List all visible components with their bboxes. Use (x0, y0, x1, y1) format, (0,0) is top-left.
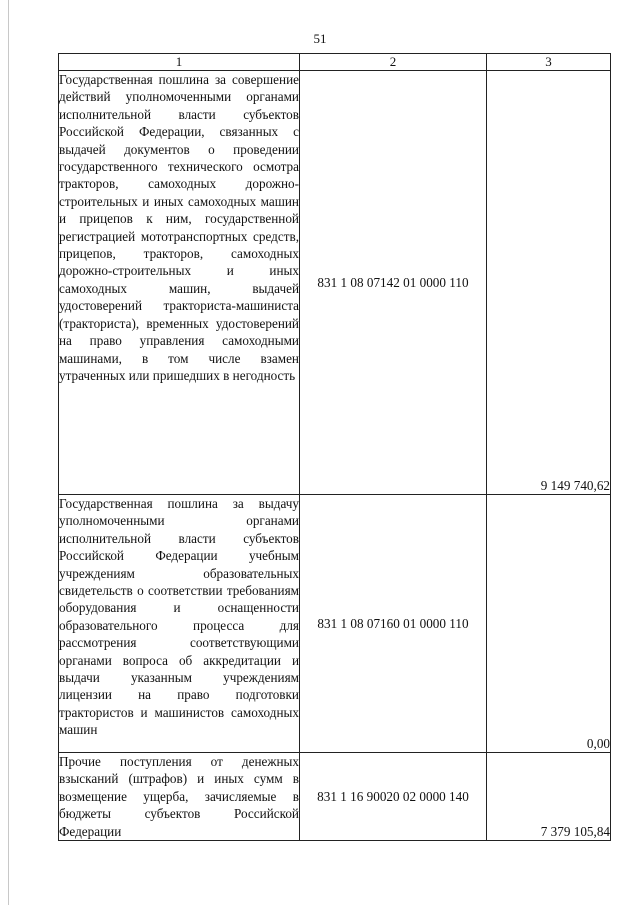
revenue-amount: 7 379 105,84 (487, 753, 611, 841)
column-number-2: 2 (300, 54, 487, 71)
column-number-row (59, 54, 611, 71)
column-number-3: 3 (487, 54, 611, 71)
budget-classification-code: 831 1 16 90020 02 0000 140 (300, 753, 487, 841)
revenue-table (58, 53, 611, 841)
table-row (59, 753, 611, 841)
revenue-amount: 9 149 740,62 (487, 71, 611, 495)
revenue-description: Прочие поступления от денежных взысканий (штрафов) и иных сумм в возмещение ущерба, зачисляемые в бюджеты субъектов Российской Федерации (59, 754, 299, 839)
page-margin-line (8, 0, 9, 905)
table-row (59, 495, 611, 753)
page-number: 51 (313, 31, 327, 46)
column-number-1: 1 (59, 54, 300, 71)
revenue-description: Государственная пошлина за выдачу уполномоченными органами исполнительной власти субъектов Российской Федерации учебным учреждениям образовательных свидетельств о соответствии требованиям оборудования и оснащенности образовательного процесса для рассмотрения соответствующими органами вопроса об аккредитации и выдачи указанным учреждениям лицензии на право подготовки трактористов и машинистов самоходных машин (59, 495, 300, 753)
revenue-amount: 0,00 (487, 495, 611, 753)
budget-classification-code: 831 1 08 07160 01 0000 110 (300, 495, 487, 753)
revenue-description: Государственная пошлина за совершение действий уполномоченными органами исполнительной власти субъектов Российской Федерации, связанных с выдачей документов о проведении государственного технического осмотра тракторов, самоходных дорожно-строительных и иных самоходных машин и прицепов к ним, государственной регистрацией мототранспортных средств, прицепов, тракторов, самоходных дорожно-строительных и иных самоходных машин, выдачей удостоверений тракториста-машиниста (тракториста), временных удостоверений на право управления самоходными машинами, в том числе взамен утраченных или пришедших в негодность (59, 71, 300, 495)
budget-classification-code: 831 1 08 07142 01 0000 110 (300, 71, 487, 495)
table-row (59, 71, 611, 495)
